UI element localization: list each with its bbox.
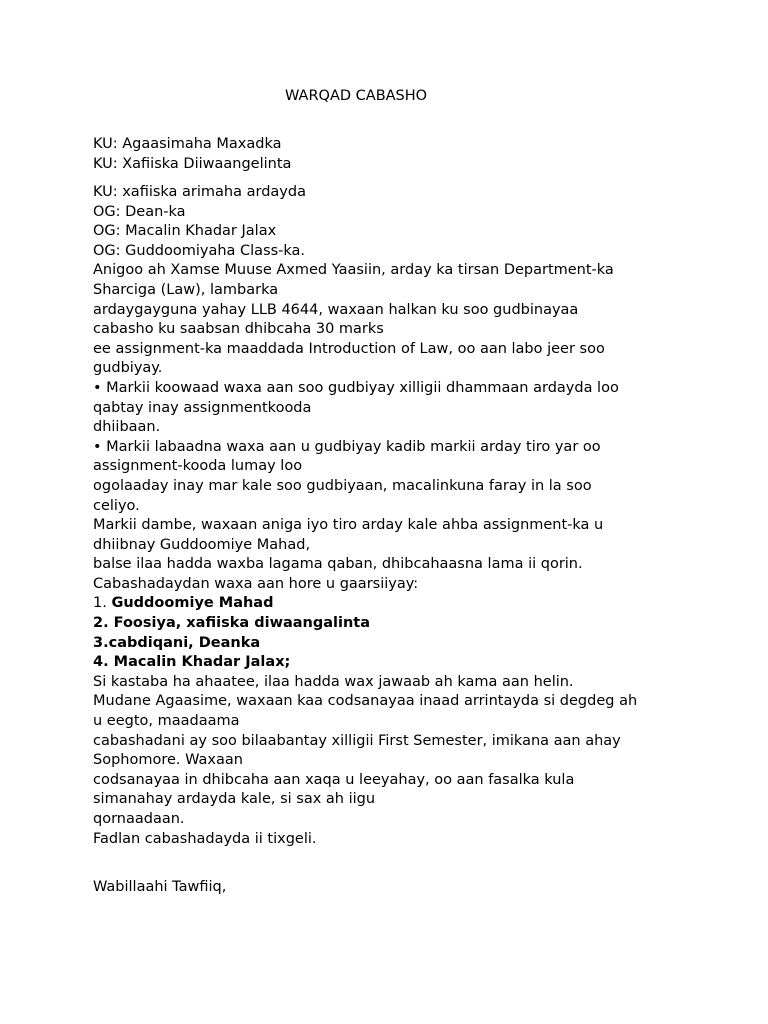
body-line: OG: Dean-ka [93, 203, 186, 220]
closing-line: simanahay ardayda kale, si sax ah iigu [93, 791, 376, 808]
recipient-line: KU: Xafiiska Diiwaangelinta [93, 155, 292, 172]
body-line: KU: xafiiska arimaha ardayda [93, 184, 306, 200]
body-line: ardaygayguna yahay LLB 4644, waxaan halkan ku soo gudbinayaa [93, 301, 579, 318]
body-line: Markii dambe, waxaan aniga iyo tiro arday kale ahba assignment-ka u [93, 517, 604, 534]
body-line: cabasho ku saabsan dhibcaha 30 marks [93, 321, 384, 338]
list-item-number: 1. [93, 595, 112, 612]
body-line: qabtay inay assignmentkooda [93, 399, 312, 416]
body-line: Anigoo ah Xamse Muuse Axmed Yaasiin, arday ka tirsan Department-ka [93, 262, 614, 279]
list-item: 3.cabdiqani, Deanka [93, 634, 261, 651]
closing-line: Si kastaba ha ahaatee, ilaa hadda wax jawaab ah kama aan helin. [93, 673, 574, 690]
body-line: celiyo. [93, 497, 140, 514]
body-line: OG: Guddoomiyaha Class-ka. [93, 242, 306, 259]
closing-line: u eegto, maadaama [93, 713, 240, 730]
recipient-line: KU: Agaasimaha Maxadka [93, 136, 282, 152]
closing-line: cabashadani ay soo bilaabantay xilligii First Semester, imikana aan ahay [93, 732, 621, 749]
body-line: dhiibnay Guddoomiye Mahad, [93, 536, 311, 553]
body-line: Cabashadaydan waxa aan hore u gaarsiiyay: [93, 575, 419, 592]
list-item: 4. Macalin Khadar Jalax; [93, 654, 291, 671]
signoff: Wabillaahi Tawfiiq, [93, 879, 227, 895]
recipients-block [93, 135, 693, 174]
body-line: Sharciga (Law), lambarka [93, 281, 279, 298]
list-item [93, 594, 693, 614]
body-line: OG: Macalin Khadar Jalax [93, 223, 277, 240]
body-line: ee assignment-ka maaddada Introduction of Law, oo aan labo jeer soo [93, 340, 605, 357]
closing-line: codsanayaa in dhibcaha aan xaqa u leeyahay, oo aan fasalka kula [93, 771, 575, 788]
closing-line: Sophomore. Waxaan [93, 752, 243, 769]
body-line: assignment-kooda lumay loo [93, 458, 303, 475]
list-item-name: Guddoomiye Mahad [111, 595, 274, 612]
list-item: 2. Foosiya, xafiiska diwaangalinta [93, 615, 371, 632]
body-line: balse ilaa hadda waxba lagama qaban, dhibcahaasna lama ii qorin. [93, 556, 583, 573]
body-line: gudbiyay. [93, 360, 163, 377]
closing-line: Mudane Agaasime, waxaan kaa codsanayaa inaad arrintayda si degdeg ah [93, 693, 638, 710]
signoff-block [93, 878, 693, 898]
body-line: • Markii labaadna waxa aan u gudbiyay kadib markii arday tiro yar oo [93, 438, 601, 455]
body-line: • Markii koowaad waxa aan soo gudbiyay xilligii dhammaan ardayda loo [93, 379, 619, 396]
letter-body [93, 183, 693, 849]
document-title: WARQAD CABASHO [285, 88, 428, 104]
body-line: ogolaaday inay mar kale soo gudbiyaan, macalinkuna faray in la soo [93, 477, 592, 494]
closing-line: qornaadaan. [93, 811, 185, 827]
body-line: dhiibaan. [93, 419, 161, 436]
closing-line: Fadlan cabashadayda ii tixgeli. [93, 830, 317, 847]
